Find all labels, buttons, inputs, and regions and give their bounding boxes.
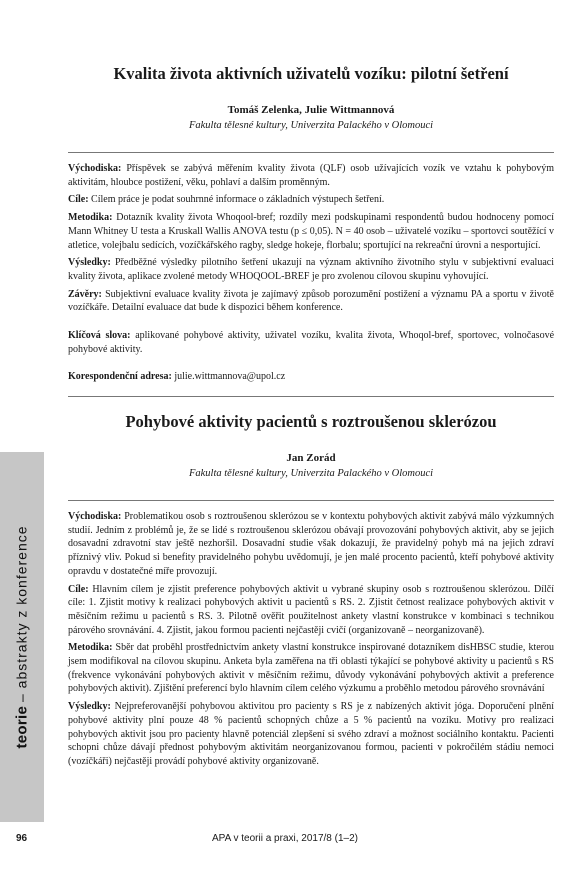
abstract-aims: Cíle: Cílem práce je podat souhrnné informace o základních výstupech šetření. <box>68 194 385 206</box>
page-footer <box>0 833 570 847</box>
divider <box>68 396 554 397</box>
section-side-label <box>14 452 31 822</box>
section-subtitle: – abstrakty z konference <box>13 525 30 702</box>
article-wheelchair-qol <box>68 64 554 397</box>
abstract-conclusions: Závěry: Subjektivní evaluace kvality života je zajímavý způsob porozumění postižení a významu PA a sportu v životě vozíčkáře. Detailní evaluace dat bude k dispozici během konference. <box>68 288 554 314</box>
article-affiliation: Fakulta tělesné kultury, Univerzita Palackého v Olomouci <box>188 120 434 131</box>
abstract-results: Výsledky: Předběžné výsledky pilotního šetření ukazují na význam aktivního životního stylu v subjektivní evaluaci kvality života, aplikace zvolené metody WHOQOOL-BREF je pro zvolenou cílovou skupinu vyhovující. <box>68 257 554 282</box>
correspondence-address: Korespondenční adresa: julie.wittmannova@upol.cz <box>68 371 286 383</box>
abstract-aims: Cíle: Hlavním cílem je zjistit preference pohybových aktivit u vybrané skupiny osob s roztroušenou sklerózou. Dílčí cíle: 1. Zjistit motivy k realizaci pohybových aktivit u pacientů s RS. 2. Zjistit četnost realizace pohybových aktivit v měsíčním režimu u pacientů s RS. 3. Pilotně ověřit použitelnost ankety vlastní konstrukce v kombinaci s technikou párového srovnávání. 4. Zjistit, jakou formou pacienti nejčastěji cvičí (organizovaně – neorganizovaně). <box>68 583 555 636</box>
email-link[interactable]: julie.wittmannova@upol.cz <box>174 371 286 383</box>
article-authors: Tomáš Zelenka, Julie Wittmannová <box>227 104 395 116</box>
abstract-methods: Metodika: Sběr dat proběhl prostřednictvím ankety vlastní konstrukce inspirované dotazníkem disHBSC studie, kterou jsem modifikoval na cílovou skupinu. Anketa byla zaměřena na tři oblasti týkající se pohybové aktivity u pacientů s RS (frekvence vykonávání pohybových aktivit v měsíčním režimu, důvody vykonávání pohybových aktivit a preference pohybových aktivit). Zjištění preferencí bylo hlavním cílem celého výzkumu a proběhlo metodou párového srovnávání <box>68 642 554 695</box>
article-title: Kvalita života aktivních uživatelů vozíku: pilotní šetření <box>113 64 509 83</box>
section-name: teorie <box>13 705 31 749</box>
article-authors: Jan Zorád <box>286 452 336 464</box>
abstract-background: Východiska: Příspěvek se zabývá měřením kvality života (QLF) osob užívajících vozík ve vztahu k pohybovým aktivitám, hloubce postižení, věku, pohlaví a dalším proměnným. <box>68 163 555 188</box>
page-number: 96 <box>16 833 28 844</box>
keywords: Klíčová slova: aplikované pohybové aktivity, uživatel vozíku, kvalita života, Whoqol-bref, sportovec, volnočasové pohybové aktivity. <box>68 330 555 355</box>
abstract-background: Východiska: Problematikou osob s roztroušenou sklerózou se v kontextu pohybových aktivit zabývá málo výzkumných studií. Jedním z problémů je, že se lidé s roztroušenou sklerózou obávají provozování pohybových aktivit, aby se jejich dosavadní zdravotní stav ještě nezhoršil. Dosavadní studie však dokazují, že pravidelný pohyb má na jejich zdraví příznivý vliv. Pokud si benefity pravidelného pohybu uvědomují, je jen malé procento pacientů, kteří pohybové aktivity opravdu v dostatečné míře provozují. <box>68 511 555 577</box>
abstract-results: Výsledky: Nejpreferovanější pohybovou aktivitou pro pacienty s RS je z nabízených aktivit jóga. Doporučení plnění pohybové aktivity plní pouze 48 % pacientů schopných chůze a 5 % pacientů na vozíku. Motivy pro realizaci pohybových aktivit jsou pro pacienty hlavně potenciál zlepšení si svého zdraví a možnost sociálního kontaktu. Pacienti schopni chůze dávají přednost pohybovým aktivitám neorganizovanou formou, pacienti v pokročilém stádiu nemoci (vozíčkáři) nejčastěji provádí pohybové aktivity organizovaně. <box>68 701 555 767</box>
divider <box>68 500 554 501</box>
article-ms-physical-activity <box>68 412 554 773</box>
article-affiliation: Fakulta tělesné kultury, Univerzita Palackého v Olomouci <box>188 468 434 479</box>
journal-citation: APA v teorii a praxi, 2017/8 (1–2) <box>211 833 358 844</box>
article-title: Pohybové aktivity pacientů s roztroušenou sklerózou <box>125 412 497 431</box>
abstract-methods: Metodika: Dotazník kvality života Whoqool-bref; rozdíly mezi podskupinami respondentů budou hodnoceny pomocí Mann Whitney U testa a Kruskall Wallis ANOVA testu (p ≤ 0,05). N = 40 osob – uživatelé vozíku – sportovci soutěžící v atletice, volejbalu sedících, vozíčkářského ragby, sledge hokeje, florbalu; sportující na rekreační úrovni a nesportující. <box>68 212 555 251</box>
divider <box>68 152 554 153</box>
